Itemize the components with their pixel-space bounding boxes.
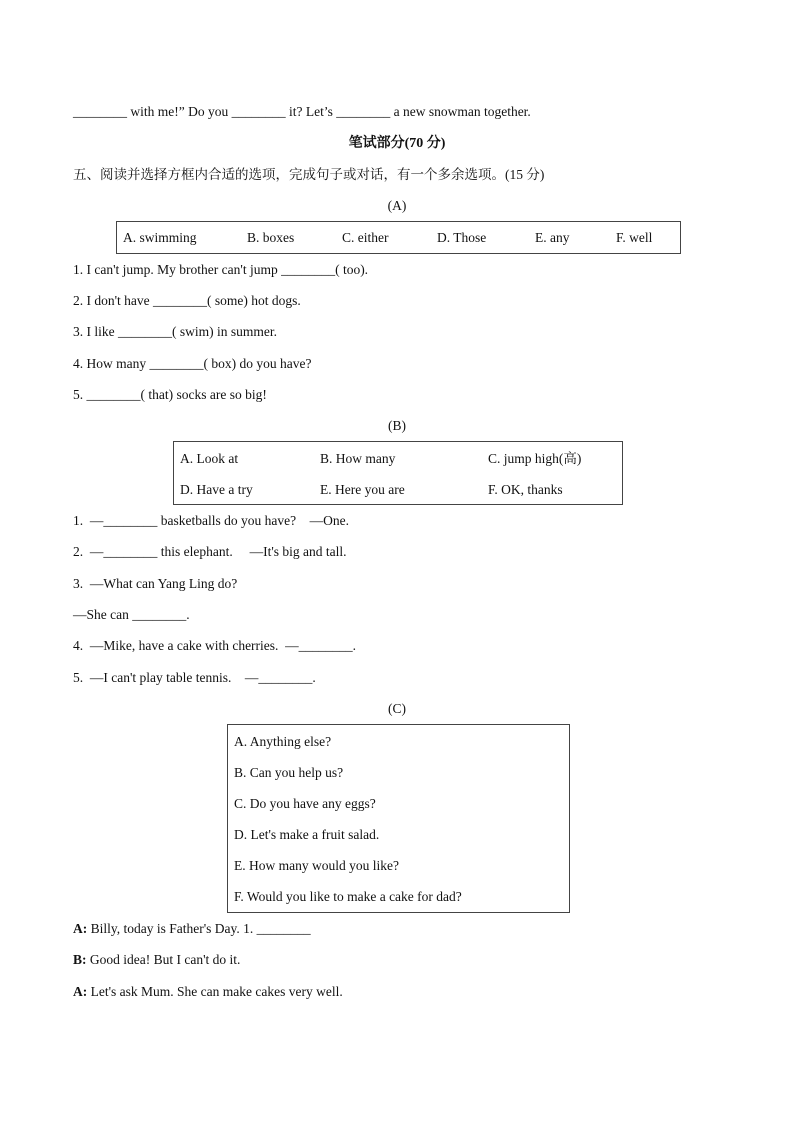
option-d: D. Have a try [180,482,253,497]
option-f: F. Would you like to make a cake for dad? [234,889,462,904]
previous-question-line: ________ with me!” Do you ________ it? Let’s ________ a new snowman together. [73,104,531,119]
speaker-label: A: [73,984,88,999]
part-b-label: (B) [388,418,406,433]
option-e: E. any [535,230,570,245]
dialogue-text: Let's ask Mum. She can make cakes very well. [87,984,343,999]
option-a: A. Anything else? [234,734,332,749]
question-b1: 1. —________ basketballs do you have? —One. [73,513,349,528]
option-e: E. Here you are [320,482,405,497]
option-d: D. Those [437,230,487,245]
option-c: C. Do you have any eggs? [234,796,376,811]
part-c-label: (C) [388,701,406,716]
part-a-label: (A) [387,198,407,213]
option-c: C. either [342,230,389,245]
option-b: B. Can you help us? [234,765,344,780]
part-b-options-box [173,441,623,505]
option-f: F. OK, thanks [488,482,563,497]
speaker-label: B: [73,952,87,967]
dialogue-text: Good idea! But I can't do it. [86,952,241,967]
option-c: C. jump high(高) [488,451,582,466]
question-a1: 1. I can't jump. My brother can't jump ________( too). [73,262,369,277]
question-b4: 4. —Mike, have a cake with cherries. —________. [73,638,357,653]
dialogue-line-2 [73,952,240,968]
question-a4: 4. How many ________( box) do you have? [73,356,312,371]
dialogue-line-1 [73,921,311,937]
section-title: 笔试部分(70 分) [348,136,446,151]
part-a-options-box [116,221,681,254]
question-a2: 2. I don't have ________( some) hot dogs. [73,293,301,308]
option-b: B. How many [320,451,396,466]
question-a3: 3. I like ________( swim) in summer. [73,324,277,339]
dialogue-text: Billy, today is Father's Day. 1. ________ [87,921,311,936]
option-f: F. well [616,230,653,245]
option-a: A. Look at [180,451,239,466]
option-b: B. boxes [247,230,295,245]
question-b3-answer: —She can ________. [73,607,190,622]
option-e: E. How many would you like? [234,858,399,873]
question-b3: 3. —What can Yang Ling do? [73,576,238,591]
instruction: 五、阅读并选择方框内合适的选项，完成句子或对话，有一个多余选项。(15 分) [73,167,545,182]
dialogue-line-3 [73,984,343,1000]
speaker-label: A: [73,921,88,936]
part-c-options-box [227,724,570,913]
question-b2: 2. —________ this elephant. —It's big and tall. [73,544,347,559]
question-b5: 5. —I can't play table tennis. —________. [73,670,316,685]
option-d: D. Let's make a fruit salad. [234,827,380,842]
question-a5: 5. ________( that) socks are so big! [73,387,267,402]
option-a: A. swimming [123,230,197,245]
